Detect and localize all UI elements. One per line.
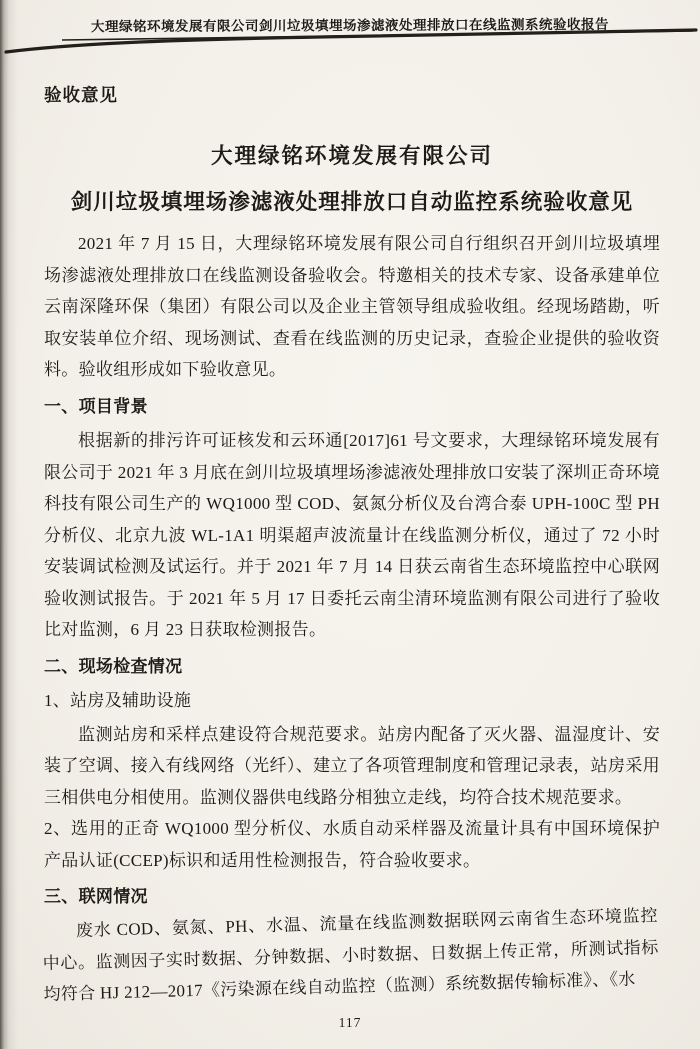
section-label: 验收意见 [44, 85, 118, 105]
section-heading: 三、联网情况 [44, 887, 148, 906]
document-title-subject: 剑川垃圾填埋场渗滤液处理排放口自动监控系统验收意见 [70, 190, 634, 214]
section-heading: 二、现场检查情况 [44, 656, 183, 676]
body-paragraph: 2、选用的正奇 WQ1000 型分析仪、水质自动采样器及流量计具有中国环境保护产品认证(CCEP)标识和适用性检测报告，符合验收要求。 [44, 819, 660, 870]
document-content [0, 82, 700, 1010]
body-paragraph: 2021 年 7 月 15 日，大理绿铭环境发展有限公司自行组织召开剑川垃圾填埋场渗滤液处理排放口在线监测设备验收会。特邀相关的技术专家、设备承建单位云南深隆环保（集团）有限公司以及企业主管领导组成验收组。经现场踏勘，听取安装单位介绍、现场测试、查看在线监测的历史记录，查验企业提供的验收资料。验收组形成如下验收意见。 [44, 234, 660, 379]
page-number: 117 [338, 1015, 362, 1030]
body-paragraph: 监测站房和采样点建设符合规范要求。站房内配备了灭火器、温湿度计、安装了空调、接入有线网络（光纤）、建立了各项管理制度和管理记录表，站房采用三相供电分相使用。监测仪器供电线路分相独立走线，均符合技术规范要求。 [44, 724, 660, 807]
body-paragraph: 根据新的排污许可证核发和云环通[2017]61 号文要求，大理绿铭环境发展有限公司于 2021 年 3 月底在剑川垃圾填埋场渗滤液处理排放口安装了深圳正奇环境科技有限公司生产的 WQ1000 型 COD、氨氮分析仪及台湾合泰 UPH-100C 型 PH 分析仪、北京九波 WL-1A1 明渠超声波流量计在线监测分析仪，通过了 72 小时安装调试检测及试运行。并于 2021 年 7 月 14 日获云南省生态环境监控中心联网验收测试报告。于 2021 年 5 月 17 日委托云南尘清环境监测有限公司进行了验收比对监测，6 月 23 日获取检测报告。 [44, 431, 660, 639]
document-body [44, 228, 660, 1010]
body-paragraph: 废水 COD、氨氮、PH、水温、流量在线监测数据联网云南省生态环境监控中心。监测因子实时数据、分钟数据、小时数据、日数据上传正常，所测试指标均符合 HJ 212—2017《污染源在线自动监控（监测）系统数据传输标准》、《水 [42, 905, 659, 1004]
document-title-company: 大理绿铭环境发展有限公司 [210, 144, 493, 168]
sub-heading: 1、站房及辅助设施 [44, 691, 192, 710]
page-header-title: 大理绿铭环境发展有限公司剑川垃圾填埋场渗滤液处理排放口在线监测系统验收报告 [91, 16, 610, 35]
section-heading: 一、项目背景 [44, 396, 148, 416]
